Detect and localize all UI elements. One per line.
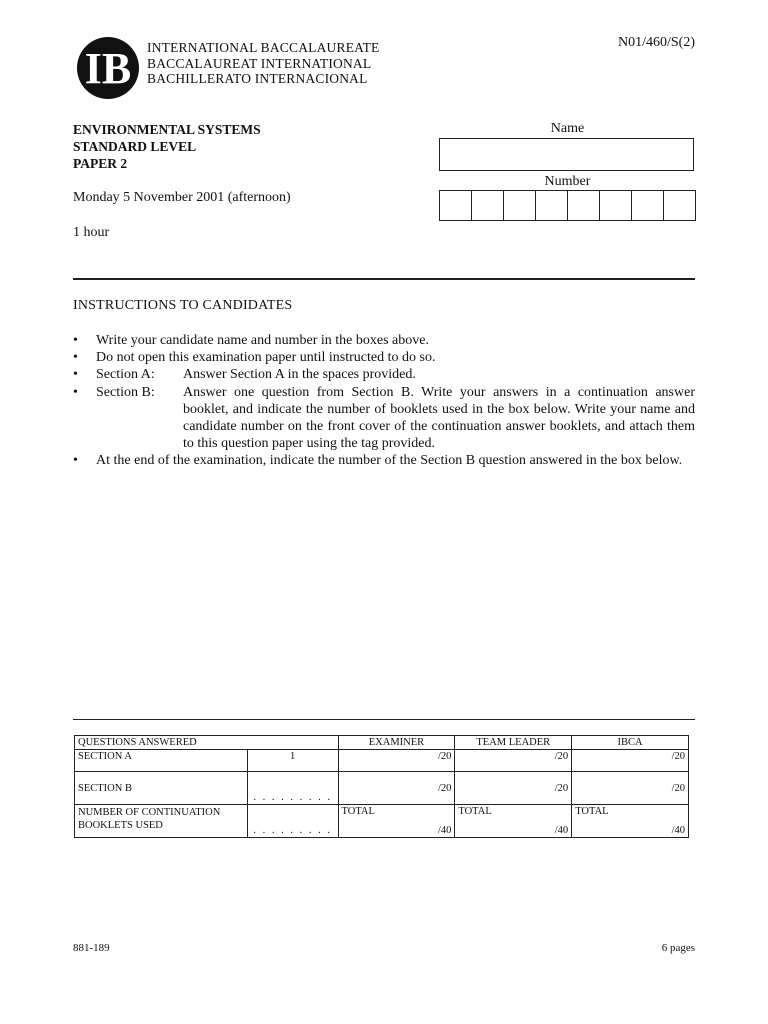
list-item: • Section B: Answer one question from Section B. Write your answers in a continuation answer booklet, and indicate the number of booklets used in the box below. Write your name and candidate number on the front cover of the continuation answer booklets, and attach them to this question paper using the tag provided.: [73, 384, 695, 452]
list-item: • Write your candidate name and number in the boxes above.: [73, 333, 429, 348]
name-label: Name: [550, 121, 585, 136]
booklets-used-cell[interactable]: . . . . . . . . .: [247, 805, 338, 838]
instructions-heading: INSTRUCTIONS TO CANDIDATES: [73, 298, 293, 313]
total-label: TOTAL: [341, 806, 375, 817]
exam-duration: 1 hour: [73, 225, 110, 240]
exam-title: [73, 121, 261, 172]
level: STANDARD LEVEL: [73, 139, 197, 154]
table-divider: [73, 719, 695, 720]
number-digit-box[interactable]: [440, 191, 472, 220]
row-label: NUMBER OF CONTINUATION BOOKLETS USED: [75, 805, 248, 838]
examiner-mark[interactable]: /20: [338, 772, 455, 805]
ibca-mark[interactable]: /20: [572, 772, 689, 805]
header-team-leader: TEAM LEADER: [455, 736, 572, 750]
list-item: • Do not open this examination paper until instructed to do so.: [73, 350, 436, 366]
table-row: [75, 772, 689, 805]
team-leader-total[interactable]: [455, 805, 572, 838]
paper: PAPER 2: [73, 156, 128, 171]
number-digit-box[interactable]: [632, 191, 664, 220]
examiner-mark[interactable]: /20: [338, 750, 455, 772]
total-label: TOTAL: [458, 806, 492, 817]
bullet-icon: •: [73, 453, 78, 469]
header-questions-answered: QUESTIONS ANSWERED: [75, 736, 339, 750]
answered-cell[interactable]: 1: [247, 750, 338, 772]
row-label: SECTION A: [75, 750, 248, 772]
number-digit-box[interactable]: [536, 191, 568, 220]
header-ibca: IBCA: [572, 736, 689, 750]
examiner-total[interactable]: [338, 805, 455, 838]
table-row: [75, 805, 689, 838]
paper-code: N01/460/S(2): [618, 35, 695, 50]
row-label: SECTION B: [75, 772, 248, 805]
answered-cell[interactable]: . . . . . . . . .: [247, 772, 338, 805]
header-divider: [73, 278, 695, 280]
org-line-es: BACHILLERATO INTERNACIONAL: [147, 71, 368, 86]
ibca-mark[interactable]: /20: [572, 750, 689, 772]
number-digit-box[interactable]: [600, 191, 632, 220]
candidate-number-field[interactable]: [439, 190, 696, 221]
footer-code: 881-189: [73, 942, 110, 954]
org-line-fr: BACCALAUREAT INTERNATIONAL: [147, 55, 372, 71]
ib-logo-icon: [76, 36, 140, 100]
total-value: /40: [437, 825, 452, 836]
team-leader-mark[interactable]: /20: [455, 750, 572, 772]
list-item: • At the end of the examination, indicate the number of the Section B question answered in the box below.: [73, 453, 683, 469]
number-digit-box[interactable]: [664, 191, 695, 220]
marks-table: [74, 735, 689, 838]
instructions-list: [73, 332, 695, 470]
org-line-en: INTERNATIONAL BACCALAUREATE: [147, 40, 380, 55]
table-row: [75, 750, 689, 772]
total-label: TOTAL: [575, 806, 609, 817]
organization-names: [147, 40, 380, 87]
number-digit-box[interactable]: [504, 191, 536, 220]
number-digit-box[interactable]: [472, 191, 504, 220]
total-value: /40: [671, 825, 685, 836]
exam-date: Monday 5 November 2001 (afternoon): [73, 190, 291, 205]
subject: ENVIRONMENTAL SYSTEMS: [73, 122, 261, 137]
header-examiner: EXAMINER: [338, 736, 455, 750]
bullet-icon: •: [73, 384, 78, 400]
ibca-total[interactable]: [572, 805, 689, 838]
number-label: Number: [544, 174, 591, 189]
page-count: 6 pages: [661, 942, 695, 954]
table-header-row: [75, 736, 689, 750]
bullet-icon: •: [73, 333, 78, 348]
number-digit-box[interactable]: [568, 191, 600, 220]
bullet-icon: •: [73, 350, 78, 366]
total-value: /40: [554, 825, 569, 836]
candidate-name-field[interactable]: [439, 138, 694, 171]
team-leader-mark[interactable]: /20: [455, 772, 572, 805]
list-item: • Section A: Answer Section A in the spaces provided.: [73, 367, 416, 383]
logo-text: IB: [84, 44, 132, 93]
bullet-icon: •: [73, 367, 78, 383]
